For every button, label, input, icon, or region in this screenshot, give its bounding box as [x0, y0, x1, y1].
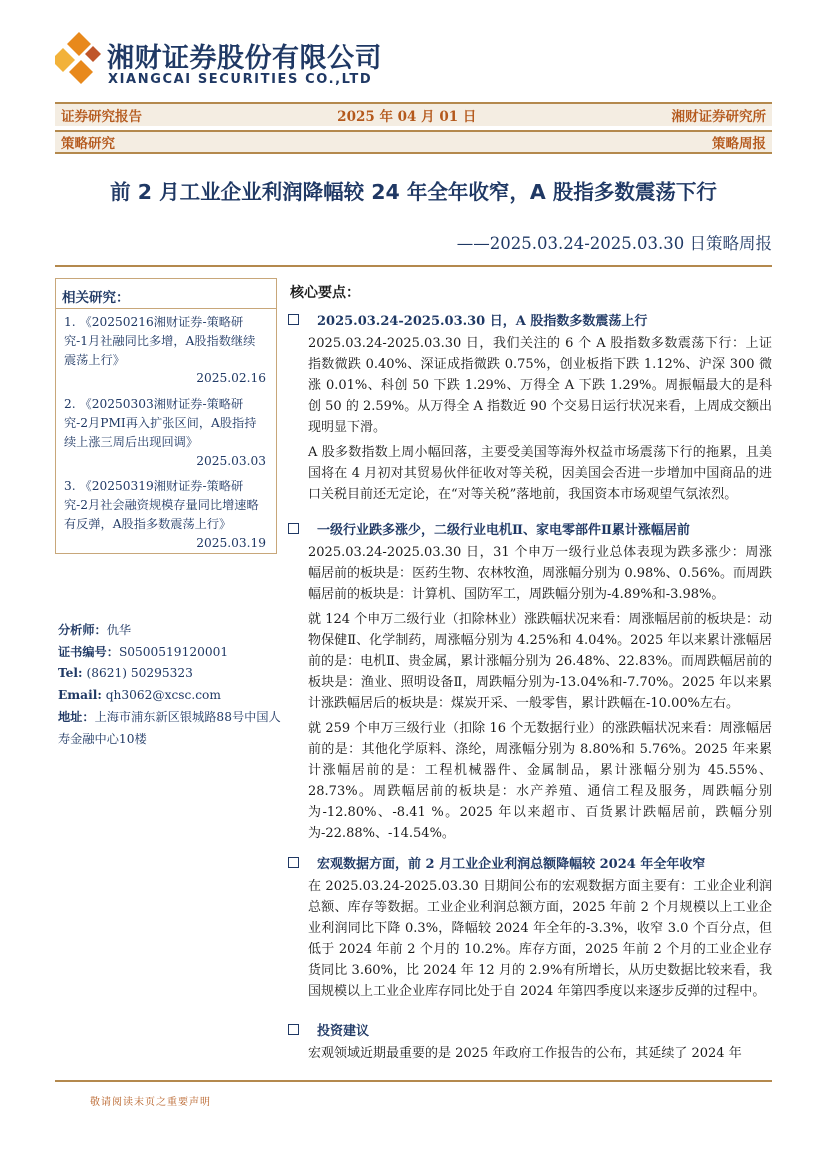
core-section [288, 853, 772, 1002]
related-research-heading: 相关研究： [56, 279, 276, 309]
section-heading [288, 1020, 772, 1039]
report-category: 策略研究 [61, 136, 115, 152]
related-item[interactable] [56, 473, 276, 555]
related-item-date: 2025.03.03 [196, 453, 266, 468]
analyst-addr: 上海市浦东新区银城路88号中国人寿金融中心10楼 [58, 709, 281, 746]
analyst-cert-label: 证书编号： [58, 644, 119, 659]
checkbox-square-icon [288, 857, 299, 868]
section-title: 宏观数据方面，前 2 月工业企业利润总额降幅较 2024 年全年收窄 [317, 857, 706, 872]
report-date: 2025 年 04 月 01 日 [337, 109, 477, 125]
related-research-box [55, 278, 277, 554]
section-title: 投资建议 [317, 1024, 370, 1039]
core-section [288, 1020, 772, 1064]
analyst-name-row [58, 620, 288, 642]
analyst-email-label: Email: [58, 688, 102, 703]
related-item-date: 2025.02.16 [196, 371, 266, 386]
report-series: 策略周报 [712, 136, 766, 152]
company-name-en: XIANGCAI SECURITIES CO.,LTD [108, 72, 373, 87]
analyst-tel-label: Tel: [58, 666, 83, 681]
analyst-info [58, 620, 288, 750]
report-subtitle: ——2025.03.24-2025.03.30 日策略周报 [456, 234, 772, 253]
company-name-cn: 湘财证券股份有限公司 [107, 43, 382, 74]
section-paragraph: A 股多数指数上周小幅回落，主要受美国等海外权益市场震荡下行的拖累，且美国将在 4 月初对其贸易伙伴征收对等关税，因美国会否进一步增加中国商品的进口关税目前还无定论，在“对等关税”落地前，我国资本市场观望气氛浓烈。 [308, 445, 772, 502]
section-paragraph: 宏观领域近期最重要的是 2025 年政府工作报告的公布，其延续了 2024 年 [308, 1046, 742, 1061]
analyst-addr-label: 地址： [58, 709, 95, 724]
title-divider [55, 265, 772, 267]
section-heading [288, 519, 772, 538]
logo-mark-icon [55, 30, 103, 86]
analyst-addr-row [58, 707, 288, 750]
section-heading [288, 310, 772, 329]
analyst-cert-row [58, 642, 288, 664]
section-paragraph: 2025.03.24-2025.03.30 日，我们关注的 6 个 A 股指数多数震荡下行：上证指数微跌 0.40%、深证成指微跌 0.75%，创业板指下跌 1.12%、沪深 300 微涨 0.01%、科创 50 下跌 1.29%、万得全 A 下跌 1.29%。周振幅最大的是科创 50 的 2.59%。从万得全 A 指数近 90 个交易日运行状况来看，上周成交额出现明显下滑。 [308, 336, 772, 435]
report-type: 证券研究报告 [61, 109, 142, 125]
related-item[interactable] [56, 309, 276, 391]
checkbox-square-icon [288, 314, 299, 325]
core-points-heading: 核心要点： [290, 285, 360, 301]
analyst-cert: S0500519120001 [118, 644, 229, 659]
analyst-email[interactable]: qh3062@xcsc.com [105, 688, 221, 703]
company-logo [55, 30, 382, 90]
section-paragraph: 在 2025.03.24-2025.03.30 日期间公布的宏观数据方面主要有：工业企业利润总额、库存等数据。工业企业利润总额方面，2025 年前 2 个月规模以上工业企业利润同比下降 0.3%，降幅较 2024 年全年的-3.3%，收窄 3.0 个百分点，但低于 2024 年前 2 个月的 10.2%。库存方面，2025 年前 2 个月的工业企业存货同比 3.60%，比 2024 年 12 月的 2.9%有所增长，从历史数据比较来看，我国规模以上工业企业库存同比处于自 2024 年第四季度以来逐步反弹的过程中。 [308, 879, 772, 999]
header-bar-top [55, 102, 772, 126]
analyst-tel: (8621) 50295323 [86, 666, 193, 681]
related-item-text[interactable]: 2. 《20250303湘财证券-策略研究-2月PMI再入扩张区间，A股指持续上涨三周后出现回调》 [64, 397, 257, 449]
section-paragraph: 就 259 个申万三级行业（扣除 16 个无数据行业）的涨跌幅状况来看：周涨幅居前的是：其他化学原料、涤纶，周涨幅分别为 8.80%和 5.76%。2025 年来累计涨幅居前的是：工程机械器件、金属制品，累计涨幅分别为 45.55%、28.73%。周跌幅居前的板块是：水产养殖、通信工程及服务，周跌幅分别为-12.80%、-8.41 %。2025 年以来超市、百货累计跌幅居前，跌幅分别为-22.88%、-14.54%。 [308, 721, 772, 841]
institute-name: 湘财证券研究所 [671, 109, 766, 125]
header-bar-bottom [55, 130, 772, 154]
footer-divider [55, 1080, 772, 1082]
checkbox-square-icon [288, 1024, 299, 1035]
core-section [288, 519, 772, 844]
related-item-text[interactable]: 1. 《20250216湘财证券-策略研究-1月社融同比多增，A股指数继续震荡上行》 [64, 315, 256, 367]
disclaimer-note[interactable]: 敬请阅读末页之重要声明 [90, 1097, 211, 1108]
section-heading [288, 853, 772, 872]
section-title: 一级行业跌多涨少，二级行业电机Ⅱ、家电零部件Ⅱ累计涨幅居前 [317, 523, 690, 538]
related-item[interactable] [56, 391, 276, 473]
related-item-text[interactable]: 3. 《20250319湘财证券-策略研究-2月社会融资规模存量同比增速略有反弹，A股指多数震荡上行》 [64, 479, 259, 531]
section-title: 2025.03.24-2025.03.30 日，A 股指数多数震荡上行 [317, 314, 648, 329]
analyst-name: 仇华 [106, 623, 132, 637]
section-paragraph: 2025.03.24-2025.03.30 日，31 个申万一级行业总体表现为跌多涨少：周涨幅居前的板块是：医药生物、农林牧渔，周涨幅分别为 0.98%、0.56%。而周跌幅居前的板块是：计算机、国防军工，周跌幅分别为-4.89%和-3.98%。 [308, 545, 772, 602]
analyst-email-row [58, 685, 288, 707]
core-section [288, 310, 772, 505]
analyst-tel-row [58, 663, 288, 685]
section-paragraph: 就 124 个申万二级行业（扣除林业）涨跌幅状况来看：周涨幅居前的板块是：动物保健Ⅱ、化学制药，周涨幅分别为 4.25%和 4.04%。2025 年以来累计涨幅居前的是：电机Ⅱ、贵金属，累计涨幅分别为 26.48%、22.83%。而周跌幅居前的板块是：渔业、照明设备Ⅱ，周跌幅分别为-13.04%和-7.70%。2025 年以来累计涨跌幅居后的板块是：煤炭开采、一般零售，累计跌幅在-10.00%左右。 [308, 612, 772, 711]
checkbox-square-icon [288, 523, 299, 534]
related-item-date: 2025.03.19 [196, 535, 266, 550]
analyst-name-label: 分析师： [58, 623, 107, 637]
report-title: 前 2 月工业企业利润降幅较 24 年全年收窄，A 股指多数震荡下行 [110, 180, 717, 204]
